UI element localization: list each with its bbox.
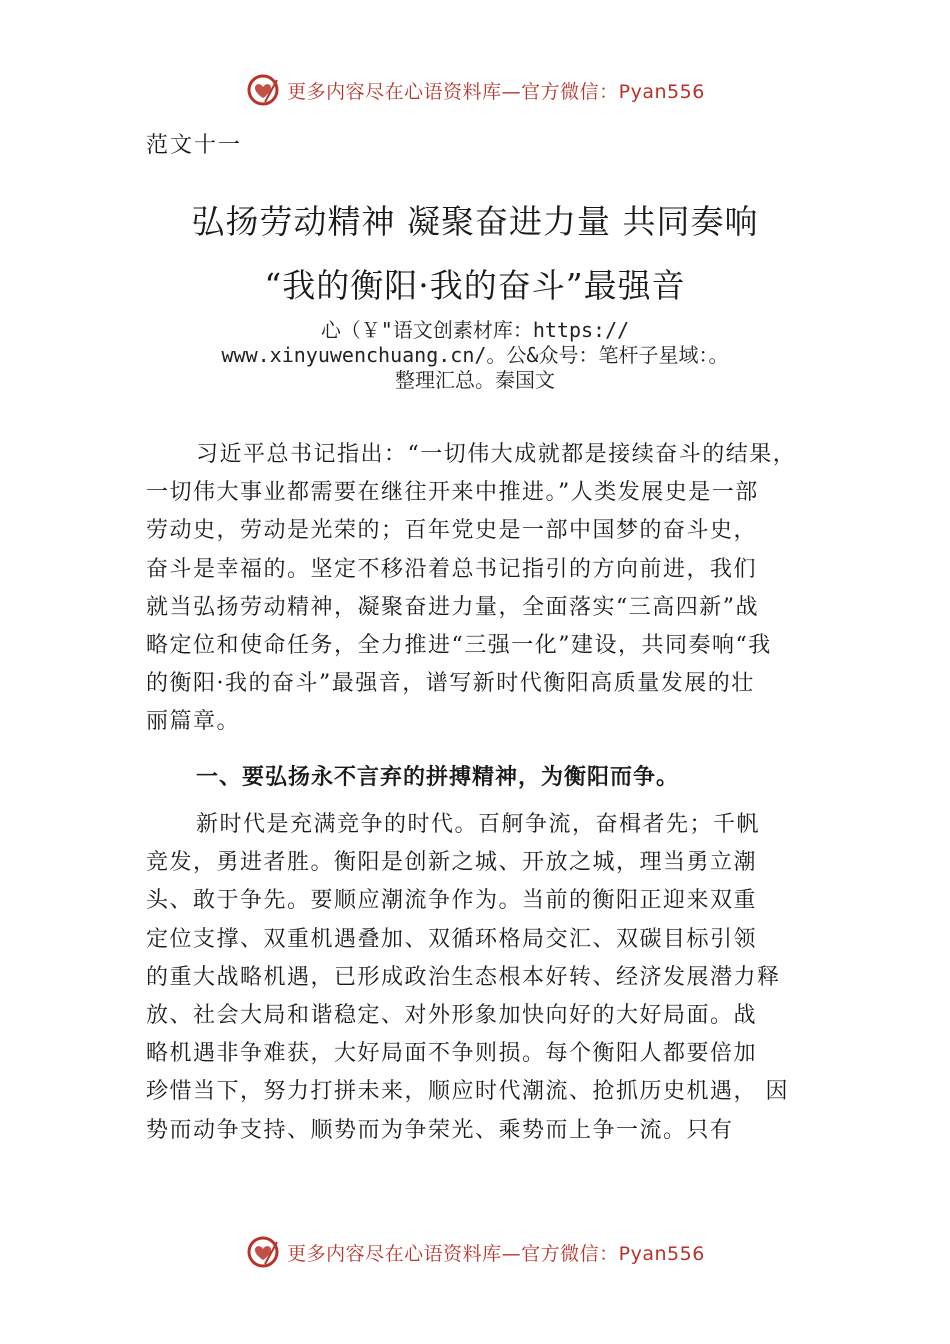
banner-text: 更多内容尽在心语资料库—官方微信：Pyan556 [287,1242,705,1265]
paragraph-line: 的重大战略机遇，已形成政治生态根本好转、经济发展潜力释 [146,964,781,990]
source-line: 心（￥"语文创素材库：https:// [320,318,630,342]
paragraph-line: 奋斗是幸福的。坚定不移沿着总书记指引的方向前进，我们 [146,556,758,582]
paragraph-line: 劳动史，劳动是光荣的；百年党史是一部中国梦的奋斗史， [146,518,758,544]
paragraph-line: 就当弘扬劳动精神，凝聚奋进力量，全面落实“三高四新”战 [146,594,759,620]
document-title-line-1: 弘扬劳动精神 凝聚奋进力量 共同奏响 [191,202,759,241]
paragraph-line: 习近平总书记指出：“一切伟大成就都是接续奋斗的结果， [196,442,797,467]
paragraph-line: 竞发，勇进者胜。衡阳是创新之城、开放之城，理当勇立潮 [146,850,758,876]
paragraph-line: 略机遇非争难获，大好局面不争则损。每个衡阳人都要倍加 [146,1041,758,1067]
paragraph-line: 定位支撑、双重机遇叠加、双循环格局交汇、双碳目标引领 [146,926,758,952]
heart-logo-icon [245,1234,281,1270]
paragraph-line: 珍惜当下，努力打拼未来，顺应时代潮流、抢抓历史机遇， 因 [146,1079,789,1105]
paragraph-line: 丽篇章。 [146,709,241,735]
heart-logo-icon [245,72,281,108]
source-attribution [120,318,830,393]
paragraph-line: 一切伟大事业都需要在继往开来中推进。”人类发展史是一部 [146,480,759,506]
document-title-line-2: “我的衡阳·我的奋斗”最强音 [264,266,686,305]
header-watermark-banner [0,70,950,110]
paragraph-1 [146,436,818,742]
paragraph-line: 略定位和使命任务，全力推进“三强一化”建设，共同奏响“我 [146,633,772,659]
section-heading-1: 一、要弘扬永不言弃的拼搏精神，为衡阳而争。 [196,765,680,790]
source-line: www.xinyuwenchuang.cn/。公&众号：笔杆子星域：。 [221,343,729,367]
paragraph-line: 势而动争支持、顺势而为争荣光、乘势而上争一流。只有 [146,1117,734,1143]
paragraph-line: 的衡阳·我的奋斗”最强音，谱写新时代衡阳高质量发展的壮 [146,671,755,697]
paragraph-line: 头、敢于争先。要顺应潮流争作为。当前的衡阳正迎来双重 [146,888,758,914]
paragraph-2 [146,806,818,1150]
paragraph-line: 新时代是充满竞争的时代。百舸争流，奋楫者先；千帆 [196,812,761,837]
banner-text: 更多内容尽在心语资料库—官方微信：Pyan556 [287,80,705,103]
paragraph-line: 放、社会大局和谐稳定、对外形象加快向好的大好局面。战 [146,1003,758,1029]
document-label: 范文十一 [146,133,243,158]
source-line: 整理汇总。秦国文 [395,368,555,392]
footer-watermark-banner [0,1232,950,1272]
